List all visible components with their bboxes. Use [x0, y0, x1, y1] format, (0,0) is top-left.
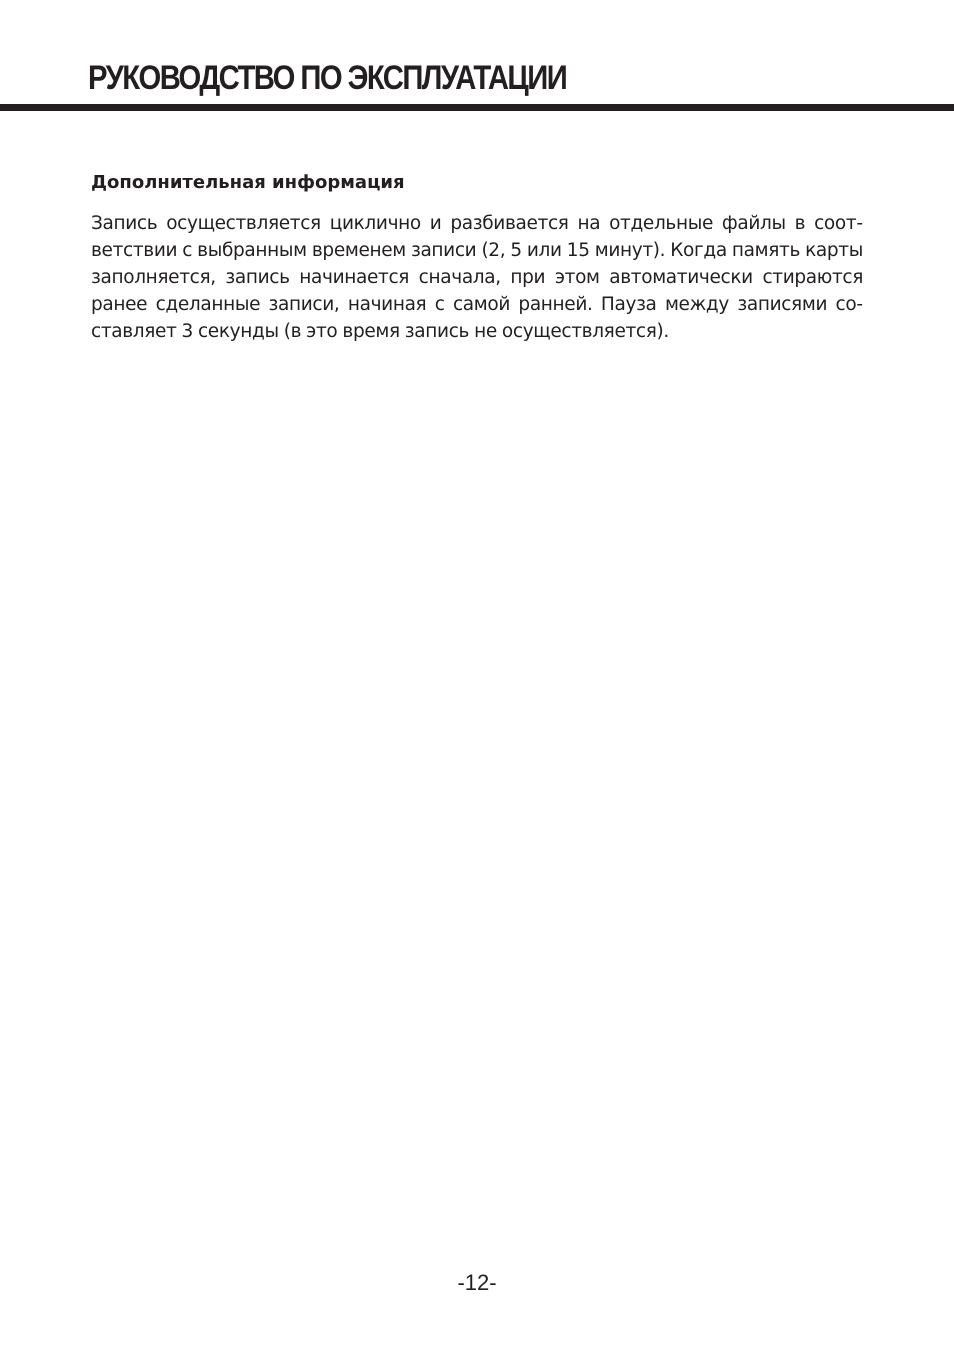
page-header [0, 0, 954, 112]
header-divider [0, 104, 954, 111]
page-number: -12- [457, 1270, 497, 1295]
content-section [91, 170, 863, 345]
section-paragraph: Запись осуществляется циклично и разбивается на отдельные файлы в соответствии с выбранным временем записи (2, 5 или 15 минут). Когда память карты заполняется, запись начинается сначала, при этом автоматически стираются ранее сделанные записи, начиная с самой ранней. Пауза между записями составляет 3 секунды (в это время запись не осуществляется). [91, 213, 863, 342]
manual-title: РУКОВОДСТВО ПО ЭКСПЛУАТАЦИИ [88, 59, 567, 97]
section-heading: Дополнительная информация [91, 172, 405, 193]
